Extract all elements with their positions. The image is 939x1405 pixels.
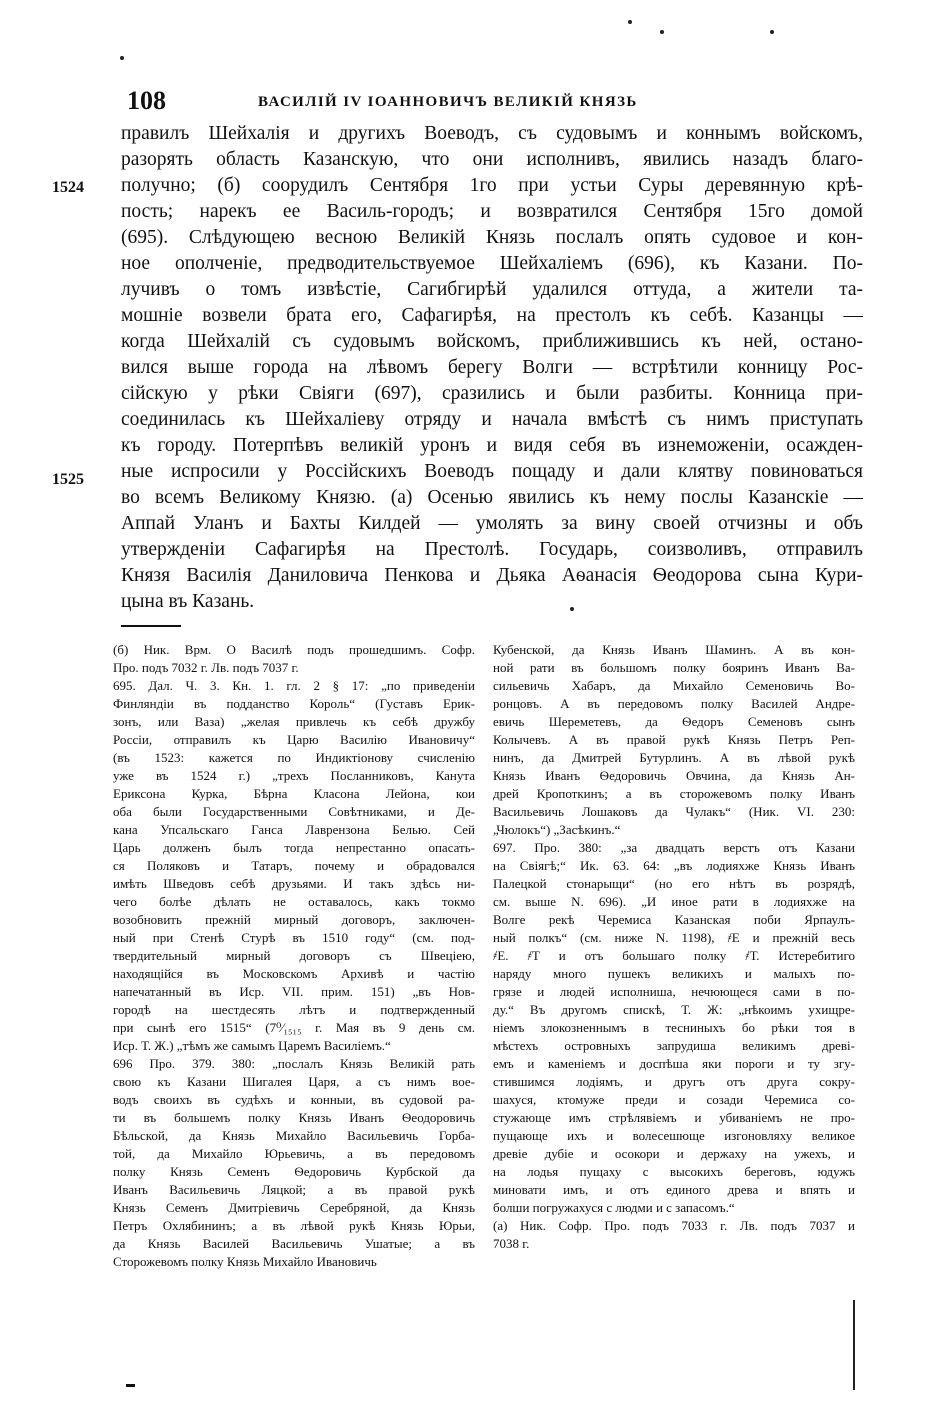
text-line: уже въ 1524 г.) „трехъ Посланниковъ, Канута [113,768,475,783]
text-line: сильевичь Хабаръ, да Михайло Семеновичь Во- [493,678,855,693]
text-line: ду.“ Въ другомъ спискѣ, Т. Ж: „нѣкоимъ ухищре- [493,1002,855,1017]
margin-year: 1524 [52,179,84,196]
text-line: при сынѣ его 1515“ (7⁰⁄₁₅₁₅ г. Мая въ 9 день см. [113,1020,475,1035]
text-line: ронцовъ. А въ передовомъ полку Василей Андре- [493,696,855,711]
text-line: 695. Дал. Ч. 3. Кн. 1. гл. 2 § 17: „по приведеніи [113,678,475,693]
text-line: вился выше города на лѣвомъ берегу Волги — встрѣтили конницу Рос- [121,357,863,378]
text-line: ной рати въ большомъ полку бояринъ Иванъ Ва- [493,660,855,675]
text-line: Сторожевомъ полку Князь Михайло Ивановичь [113,1254,377,1269]
text-line: Аппай Уланъ и Бахты Килдей — умолять за вину своей отчизны и объ [121,513,863,534]
text-line: Россіи, отправилъ къ Царю Василію Ивановичу“ [113,732,475,747]
text-line: той, да Михайло Юрьевичь, а въ передовомъ [113,1146,475,1161]
text-line: 7038 г. [493,1236,530,1251]
text-line: стужающе имъ стрѣлявіемъ и убиваніемъ не про- [493,1110,855,1125]
text-line: во всемъ Великому Князю. (а) Осенью явились къ нему послы Казанскіе — [121,487,863,508]
scan-speck [628,20,632,24]
text-line: древіе дубіе и осокори и держаху на ужехъ, и [493,1146,855,1161]
text-line: Князь Семенъ Дмитріевичь Серебряной, да Князь [113,1200,475,1215]
text-line: Иср. Т. Ж.) „тѣмъ же самымъ Царемъ Василіемъ.“ [113,1038,391,1053]
text-line: (695). Слѣдующею весною Великій Князь послалъ опять судовое и кон- [121,227,863,248]
text-line: грязе и людей исполниша, нечюющеся сами в по- [493,984,855,999]
text-line: Колычевъ. А въ правой рукѣ Князь Петръ Реп- [493,732,855,747]
text-line: ҂Е. ҂Т и отъ большаго полку ҂Т. Истеребитиго [493,948,855,963]
text-line: Васильевичь Лошаковъ да Чулакъ“ (Ник. VI. 230: [493,804,855,819]
text-line: ти въ большемъ полку Князь Иванъ Ѳеодоровичь [113,1110,475,1125]
text-line: наряду много пушекъ великихъ и малыхъ по- [493,966,855,981]
text-line: ное ополченіе, предводительствуемое Шейхаліемъ (696), къ Казани. По- [121,253,863,274]
margin-year: 1525 [52,471,84,488]
text-line: соединилась къ Шейхаліеву отряду и начала вмѣстѣ съ нимъ приступать [121,409,863,430]
text-line: водъ своихъ въ судѣхъ и конныи, въ судовой ра- [113,1092,475,1107]
text-line: стившимся лодіямъ, и другъ отъ друга сокру- [493,1074,855,1089]
text-line: разорять область Казанскую, что они исполнивъ, явились назадъ благо- [121,149,863,170]
scan-edge-line [853,1300,855,1390]
text-line: пость; нарекъ ее Василь-городъ; и возвратился Сентября 15го домой [121,201,863,222]
text-line: напечатанный въ Иср. VII. прим. 151) „въ Нов- [113,984,475,999]
text-line: Прο. подъ 7032 г. Лв. подъ 7037 г. [113,660,299,675]
scan-speck [570,607,574,611]
text-line: цына въ Казань. [121,591,255,612]
text-line: Царь долженъ былъ тогда непрестанно опасать- [113,840,475,855]
text-line: на Свіягѣ;“ Ик. 63. 64: „въ лодияхже Князь Иванъ [493,858,855,873]
text-line: да Князь Василей Васильевичь Ушатые; а въ [113,1236,475,1251]
text-line: ніемъ злокозненнымъ в тесниныхъ бо рѣки тоя в [493,1020,855,1035]
text-line: полку Князь Семенъ Ѳедоровичь Курбской да [113,1164,475,1179]
text-line: лучивъ о томъ извѣстіе, Сагибгирѣй удалился оттуда, а жители та- [121,279,863,300]
text-line: 696 Про. 379. 380: „послалъ Князь Великій рать [113,1056,475,1071]
scan-speck [770,30,774,34]
text-line: оба были Государственными Совѣтниками, и Де- [113,804,475,819]
text-line: (б) Ник. Врм. О Василѣ подъ прошедшимъ. Софр. [113,642,475,657]
main-text [121,121,863,615]
text-line: Бѣльской, да Князь Михайло Васильевичь Горба- [113,1128,475,1143]
text-line: (а) Ник. Софр. Про. подъ 7033 г. Лв. подъ 7037 и [493,1218,855,1233]
text-line: кана Упсальскаго Ганса Лаврензона Белью. Сей [113,822,475,837]
text-line: возобновить прежній мирный договоръ, заключен- [113,912,475,927]
text-line: зонъ, или Ваза) „желая привлечь къ себѣ дружбу [113,714,475,729]
scan-speck [660,30,664,34]
text-line: мѣстехъ островныхъ запрудиша великимъ древі- [493,1038,855,1053]
text-line: Петръ Охлябининъ; а въ лѣвой рукѣ Князь Юрьи, [113,1218,475,1233]
text-line: чего болѣе дѣлать не оставалось, какъ токмо [113,894,475,909]
text-line: свою къ Казани Шигалея Царя, а съ нимъ вое- [113,1074,475,1089]
text-line: дрей Кропоткинъ; а въ сторожевомъ полку Иванъ [493,786,855,801]
text-line: городѣ на шестдесять лѣтъ и подтвержденный [113,1002,475,1017]
text-line: ный полкъ“ (см. ниже N. 1198), ҂Е и прежній весь [493,930,855,945]
text-line: 697. Про. 380: „за двадцать верстъ отъ Казани [493,840,855,855]
text-line: утвержденіи Сафагирѣя на Престолѣ. Государь, соизволивъ, отправилъ [121,539,863,560]
text-line: ный при Стенѣ Стурѣ въ 1510 году“ (см. под- [113,930,475,945]
text-line: находящійся въ Московскомъ Архивѣ и частію [113,966,475,981]
text-line: болши погружахуся с людми и с запасомъ.“ [493,1200,735,1215]
text-line: нинъ, да Дмитрей Бутурлинъ. А въ лѣвой рукѣ [493,750,855,765]
running-head: ВАСИЛІЙ IV ІОАННОВИЧЪ ВЕЛИКІЙ КНЯЗЬ [258,94,638,110]
text-line: Ериксона Курка, Бѣрна Класона Лейона, кои [113,786,475,801]
scan-speck [120,56,124,60]
text-line: когда Шейхалій съ судовымъ войскомъ, приближившись къ ней, остано- [121,331,863,352]
text-line: получно; (б) соорудилъ Сентября 1го при устьи Суры деревянную крѣ- [121,175,863,196]
footnotes-left-column [113,641,475,1271]
text-line: Князь Иванъ Ѳедоровичь Овчина, да Князь Ан- [493,768,855,783]
scan-mark [126,1384,135,1387]
text-line: Палецкой стонарыщи“ (но его нѣтъ въ розрядѣ, [493,876,855,891]
text-line: см. выше N. 696). „И иное рати в лодияхже на [493,894,855,909]
text-line: „Чюлокъ“) „Засѣкинъ.“ [493,822,621,837]
page-number: 108 [127,86,166,115]
text-line: ные испросили у Россійскихъ Воеводъ пощаду и дали клятву повиноваться [121,461,863,482]
text-line: Кубенской, да Князь Иванъ Шаминъ. А въ кон- [493,642,855,657]
text-line: Финляндіи въ подданство Король“ (Густавъ Ерик- [113,696,475,711]
footnotes-right-column [493,641,855,1253]
text-line: на лодья пущаху с высокихъ береговъ, юдужъ [493,1164,855,1179]
text-line: Волге рекѣ Черемиса Казанская поби Ярпаулъ- [493,912,855,927]
text-line: твердительный мирный договоръ съ Швеціею, [113,948,475,963]
footnote-rule [121,625,181,627]
text-line: Князя Василія Даниловича Пенкова и Дьяка Аѳанасія Ѳеодорова сына Кури- [121,565,863,586]
text-line: сійскую у рѣки Свіяги (697), сразились и были разбиты. Конница при- [121,383,863,404]
text-line: имѣть Шведовъ себѣ друзьями. И такъ здѣсь ни- [113,876,475,891]
text-line: къ городу. Потерпѣвъ великій уронъ и видя себя въ изнеможеніи, осажден- [121,435,863,456]
text-line: мошніе возвели брата его, Сафагирѣя, на престолъ къ себѣ. Казанцы — [121,305,863,326]
text-line: емъ и каменіемъ и доспѣша яки пороги и ту згу- [493,1056,855,1071]
text-line: миновати имъ, и отъ единого древа и впять и [493,1182,855,1197]
text-line: евичь Шереметевъ, да Ѳедоръ Семеновъ сынъ [493,714,855,729]
text-line: пущающе ихъ и волесешюще изгоновляху великое [493,1128,855,1143]
text-line: Иванъ Васильевичь Ляцкой; а въ правой рукѣ [113,1182,475,1197]
text-line: шахуся, ктомуже преди и созади Черемиса со- [493,1092,855,1107]
text-line: правилъ Шейхалія и другихъ Воеводъ, съ судовымъ и коннымъ войскомъ, [121,123,863,144]
text-line: (въ 1523: кажется по Индиктіонову счисленію [113,750,475,765]
text-line: ся Поляковъ и Татаръ, почему и обрадовался [113,858,475,873]
